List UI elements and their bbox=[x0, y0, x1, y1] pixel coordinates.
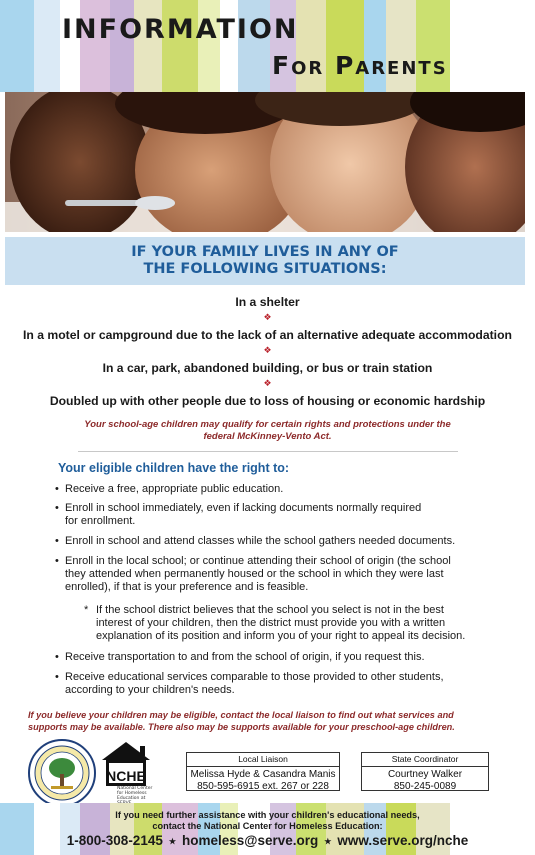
situation-doubled-up: Doubled up with other people due to loss of housing or economic hardship bbox=[49, 394, 486, 408]
divider bbox=[78, 451, 458, 452]
separator-icon: ❖ bbox=[263, 346, 272, 356]
rights-item: • Enroll in the local school; or continue attending their school of origin (the school they attended when permanently housed or the school in which they were last enrolled), if that is your preference and is feasible. bbox=[55, 555, 451, 593]
star-icon: ★ bbox=[324, 836, 332, 846]
star-icon: ★ bbox=[168, 836, 177, 846]
local-liaison-phone: 850-595-6915 ext. 267 or 228 bbox=[197, 781, 329, 792]
nche-website-link[interactable]: www.serve.org/nche bbox=[337, 833, 469, 848]
situations-heading: IF YOUR FAMILY LIVES IN ANY OF THE FOLLOWING SITUATIONS: bbox=[131, 244, 399, 277]
footer-contact-line bbox=[0, 833, 535, 848]
mckinney-vento-note: Your school-age children may qualify for certain rights and protections under the federal McKinney-Vento Act. bbox=[84, 419, 451, 442]
situation-shelter: In a shelter bbox=[235, 295, 300, 309]
state-coordinator-title: State Coordinator bbox=[362, 753, 488, 767]
stripe bbox=[450, 0, 475, 92]
rights-item: • Enroll in school immediately, even if lacking documents normally required for enrollment. bbox=[55, 502, 422, 527]
title-line-1: INFORMATION bbox=[62, 14, 299, 45]
rights-item: • Enroll in school and attend classes while the school gathers needed documents. bbox=[55, 535, 456, 547]
local-liaison-name: Melissa Hyde & Casandra Manis bbox=[190, 769, 336, 780]
rights-sub-item: * If the school district believes that the school you select is not in the best interest of your children, then the district must provide you with a written explanation of its position and inform you of your right to appeal its decision. bbox=[84, 604, 466, 642]
footer-assistance-text: If you need further assistance with your children's educational needs, contact the National Center for Homeless Education: bbox=[115, 810, 420, 831]
rights-item: • Receive educational services comparable to those provided to other students, according to your children's needs. bbox=[55, 671, 444, 696]
title-line-2: For Parents bbox=[272, 51, 448, 80]
department-of-education-seal-icon bbox=[27, 738, 97, 808]
separator-icon: ❖ bbox=[263, 313, 272, 323]
nche-caption: National Center for Homeless Education at bbox=[117, 786, 153, 801]
situations-heading-band bbox=[5, 237, 525, 285]
eligibility-note: If you believe your children may be eligible, contact the local liaison to find out what services and supports may be available. There also may be supports available for your preschool-age children. bbox=[28, 710, 455, 732]
situation-motel: In a motel or campground due to the lack of an alternative adequate accommodation bbox=[23, 328, 512, 342]
nche-logo-text: NCHE bbox=[106, 768, 146, 784]
stripe bbox=[34, 0, 60, 92]
situation-car-park: In a car, park, abandoned building, or bus or train station bbox=[102, 361, 433, 375]
children-photo bbox=[5, 92, 525, 232]
state-coordinator-phone: 850-245-0089 bbox=[393, 781, 457, 792]
rights-heading: Your eligible children have the right to: bbox=[58, 461, 290, 475]
nche-email-link[interactable]: homeless@serve.org bbox=[182, 833, 319, 848]
local-liaison-title: Local Liaison bbox=[187, 753, 339, 767]
local-liaison-box bbox=[186, 752, 340, 791]
stripe bbox=[0, 0, 34, 92]
state-coordinator-box bbox=[361, 752, 489, 791]
separator-icon: ❖ bbox=[263, 379, 272, 389]
nche-phone: 1-800-308-2145 bbox=[66, 833, 163, 848]
rights-item: • Receive transportation to and from the school of origin, if you request this. bbox=[55, 651, 425, 663]
state-coordinator-name: Courtney Walker bbox=[387, 769, 463, 780]
rights-item: • Receive a free, appropriate public education. bbox=[55, 483, 284, 495]
